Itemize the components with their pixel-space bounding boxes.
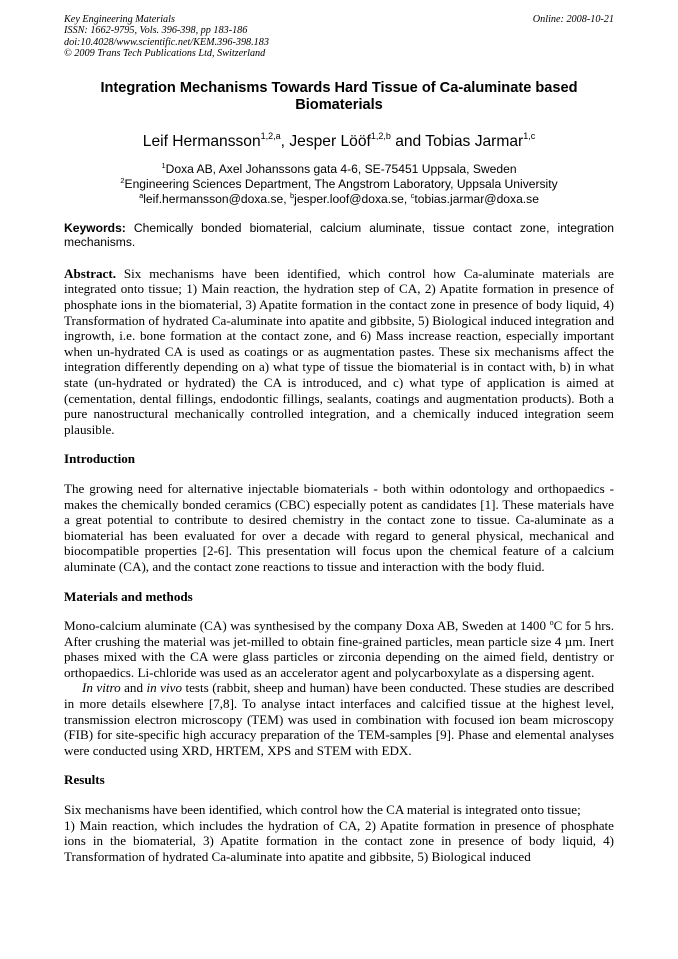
methods-text: Mono-calcium aluminate (CA) was synthesised by the company Doxa AB, Sweden at 1400 [64, 618, 550, 634]
introduction-paragraph: The growing need for alternative injectable biomaterials - both within odontology and orthopaedics - makes the chemically bonded ceramics (CBC) especially potent as candidates [1]. These materials have a great potential to contribute to desired chemistry in the contact zone to tissue. Ca-aluminate as a biomaterial has been evaluated for over a decade with regard to general physical, mechanical and biocompatible properties [2-6]. This presentation will focus upon the chemical feature of a calcium aluminate (CA), and the contact zone reactions to tissue and interaction with the body fluid. [64, 480, 614, 574]
issn-line: ISSN: 1662-9795, Vols. 396-398, pp 183-186 [64, 25, 248, 37]
results-paragraph-2: 1) Main reaction, which includes the hydration of CA, 2) Apatite formation in presence of phosphate ions in the biomaterial, 3) Apatite formation in the contact zone in presence of body liquid, 4) Transformation of hydrated Ca-aluminate into apatite and gibbsite, 5) Biological induced [64, 817, 614, 864]
affiliation-1 [64, 162, 614, 177]
methods-heading: Materials and methods [64, 588, 193, 604]
author-separator: , [280, 132, 290, 150]
email-line [64, 192, 614, 207]
online-date: Online: 2008-10-21 [532, 14, 614, 25]
keywords [64, 221, 614, 250]
author-separator: and [390, 132, 426, 150]
doi-line: doi:10.4028/www.scientific.net/KEM.396-398.183 [64, 36, 269, 48]
affiliation-text: Engineering Sciences Department, The Angstrom Laboratory, Uppsala University [124, 176, 558, 191]
italic-term: in vivo [146, 680, 182, 696]
email-link[interactable]: tobias.jarmar@doxa.se [414, 191, 539, 206]
author-name: Tobias Jarmar [425, 132, 524, 150]
methods-paragraph-2 [64, 680, 614, 758]
author-list [64, 130, 614, 151]
methods-text: C for 5 hrs. After crushing the material was jet-milled to obtain fine-grained particles, mean particle size 4 µm. Inert phases mixed with the CA were glass particles or zirconia depending on the aimed field, dentistry or orthopaedics. Li-chloride was used as an accelerator agent and polycarboxylate as a dispersing agent. [64, 618, 614, 680]
author-superscript: 1,c [523, 130, 536, 141]
paper-page [64, 14, 614, 864]
results-paragraph-1: Six mechanisms have been identified, which control how the CA material is integrated onto tissue; [64, 802, 581, 818]
author-name: Leif Hermansson [142, 132, 261, 150]
email-superscript: b [289, 190, 295, 200]
abstract [64, 266, 614, 438]
affiliation-text: Doxa AB, Axel Johanssons gata 4-6, SE-75451 Uppsala, Sweden [165, 161, 517, 176]
affiliation-2 [64, 177, 614, 192]
affiliation-superscript: 2 [120, 175, 125, 185]
copyright-line: © 2009 Trans Tech Publications Ltd, Switzerland [64, 48, 266, 60]
introduction-heading: Introduction [64, 451, 136, 467]
author-superscript: 1,2,a [260, 130, 281, 141]
italic-term: In vitro [82, 680, 121, 696]
email-link[interactable]: leif.hermansson@doxa.se, [143, 191, 290, 206]
results-heading: Results [64, 772, 105, 788]
author-superscript: 1,2,b [370, 130, 391, 141]
email-superscript: c [410, 190, 415, 200]
affiliations [64, 162, 614, 207]
keywords-text: Chemically bonded biomaterial, calcium aluminate, tissue contact zone, integration mechanisms. [64, 220, 614, 250]
journal-header [64, 14, 614, 60]
journal-name: Key Engineering Materials [64, 14, 175, 25]
abstract-text: Six mechanisms have been identified, which control how Ca-aluminate materials are integrated onto tissue; 1) Main reaction, the hydration step of CA, 2) Apatite formation in presence of phosphate ions in the biomaterial, 3) Apatite formation in the contact zone in presence of body liquid, 4) Transformation of hydrated Ca-aluminate into apatite and gibbsite, 5) Biological induced integration and ingrowth, i.e. bone formation at the contact zone, and 6) Mass increase reaction, especially important when un-hydrated CA is used as coatings or as augmentation pastes. These six mechanisms affect the integration differently depending on a) what type of tissue the biomaterial is in contact with, b) in what state (un-hydrated or hydrated) the CA is introduced, and c) what type of application is aimed at (cementation, dental fillings, endodontic fillings, sealants, coatings and augmentation products). Both a pure nanostructural mechanically controlled integration, and a chemically induced integration seem plausible. [64, 265, 614, 437]
abstract-label: Abstract. [64, 265, 116, 281]
degree-superscript: o [549, 618, 554, 628]
author-name: Jesper Lööf [289, 132, 371, 150]
methods-text: and [120, 680, 147, 696]
email-link[interactable]: jesper.loof@doxa.se, [294, 191, 411, 206]
methods-text: tests (rabbit, sheep and human) have been conducted. These studies are described in more details elsewhere [7,8]. To analyse intact interfaces and calcified tissue at the highest level, transmission electron microscopy (TEM) was used in combination with focused ion beam microscopy (FIB) for site-specific high accuracy preparation of the TEM-samples [9]. Phase and elemental analyses were conducted using XRD, HRTEM, XPS and STEM with EDX. [64, 680, 614, 758]
email-superscript: a [139, 190, 144, 200]
affiliation-superscript: 1 [161, 160, 166, 170]
methods-paragraph-1 [64, 618, 614, 680]
paper-title: Integration Mechanisms Towards Hard Tissue of Ca-aluminate based Biomaterials [100, 79, 578, 114]
keywords-label: Keywords: [64, 220, 126, 235]
